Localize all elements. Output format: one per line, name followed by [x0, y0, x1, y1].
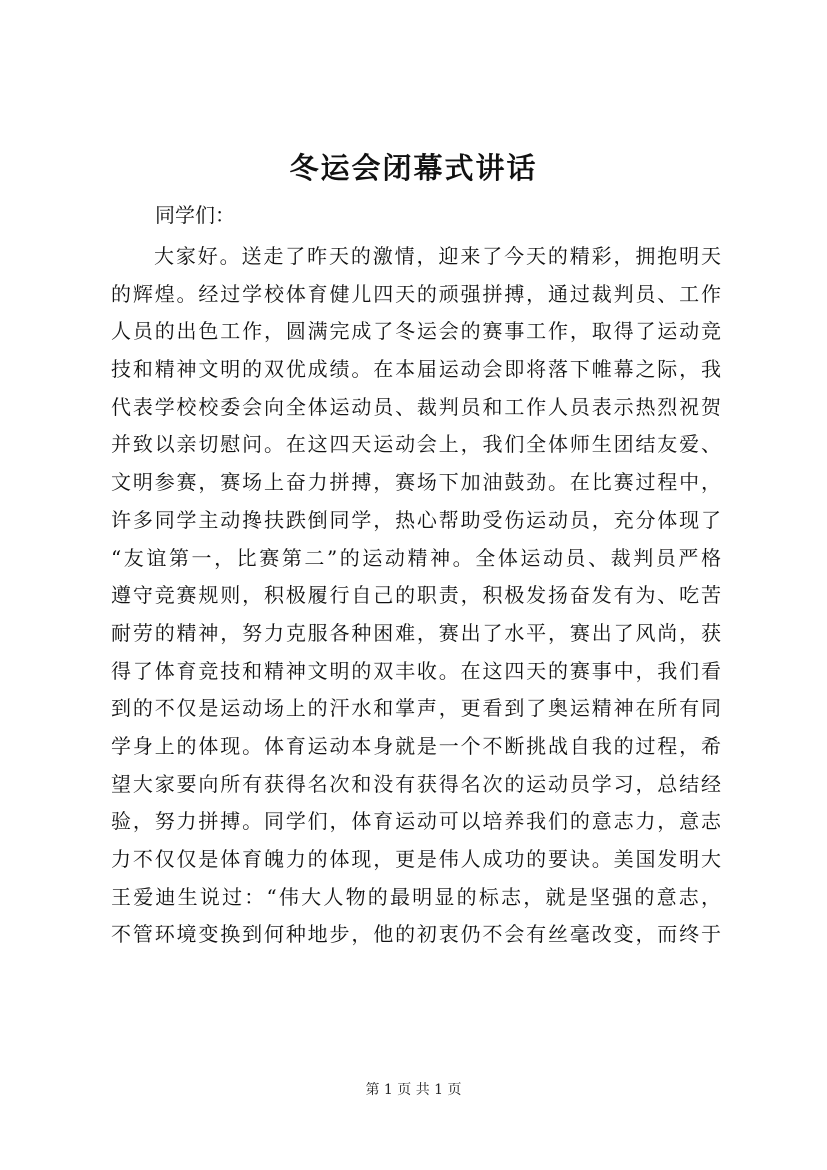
text-line: 文明参赛，赛场上奋力拼搏，赛场下加油鼓劲。在比赛过程中，	[111, 470, 721, 495]
text-line: 学身上的体现。体育运动本身就是一个不断挑战自我的过程，希	[111, 733, 721, 758]
text-line: 并致以亲切慰问。在这四天运动会上，我们全体师生团结友爱、	[111, 432, 721, 457]
text-line: 技和精神文明的双优成绩。在本届运动会即将落下帷幕之际，我	[111, 357, 721, 382]
text-line: 的辉煌。经过学校体育健儿四天的顽强拼搏，通过裁判员、工作	[111, 281, 721, 306]
text-line: 到的不仅是运动场上的汗水和掌声，更看到了奥运精神在所有同	[111, 696, 721, 721]
text-line: 耐劳的精神，努力克服各种困难，赛出了水平，赛出了风尚，获	[111, 620, 721, 645]
text-line: 验，努力拼搏。同学们，体育运动可以培养我们的意志力，意志	[111, 809, 721, 834]
text-line: 望大家要向所有获得名次和没有获得名次的运动员学习，总结经	[111, 771, 721, 796]
text-line: 代表学校校委会向全体运动员、裁判员和工作人员表示热烈祝贺	[111, 394, 721, 419]
text-line: 大家好。送走了昨天的激情，迎来了今天的精彩，拥抱明天	[154, 244, 721, 268]
text-line: 得了体育竞技和精神文明的双丰收。在这四天的赛事中，我们看	[111, 658, 721, 683]
text-line: 人员的出色工作，圆满完成了冬运会的赛事工作，取得了运动竞	[111, 319, 721, 344]
text-line: 许多同学主动搀扶跌倒同学，热心帮助受伤运动员，充分体现了	[111, 507, 721, 532]
text-line: 力不仅仅是体育魄力的体现，更是伟人成功的要诀。美国发明大	[111, 847, 721, 871]
text-line: 王爱迪生说过：“伟大人物的最明显的标志，就是坚强的意志，	[111, 884, 721, 909]
document-title: 冬运会闭幕式讲话	[289, 151, 538, 185]
text-line: “友谊第一，比赛第二”的运动精神。全体运动员、裁判员严格	[111, 545, 721, 570]
text-line: 不管环境变换到何种地步，他的初衷仍不会有丝毫改变，而终于	[111, 922, 721, 947]
page-footer: 第 1 页 共 1 页	[365, 1082, 462, 1098]
body-text	[111, 238, 721, 954]
salutation: 同学们：	[155, 203, 235, 227]
text-line: 遵守竞赛规则，积极履行自己的职责，积极发扬奋发有为、吃苦	[111, 583, 721, 608]
